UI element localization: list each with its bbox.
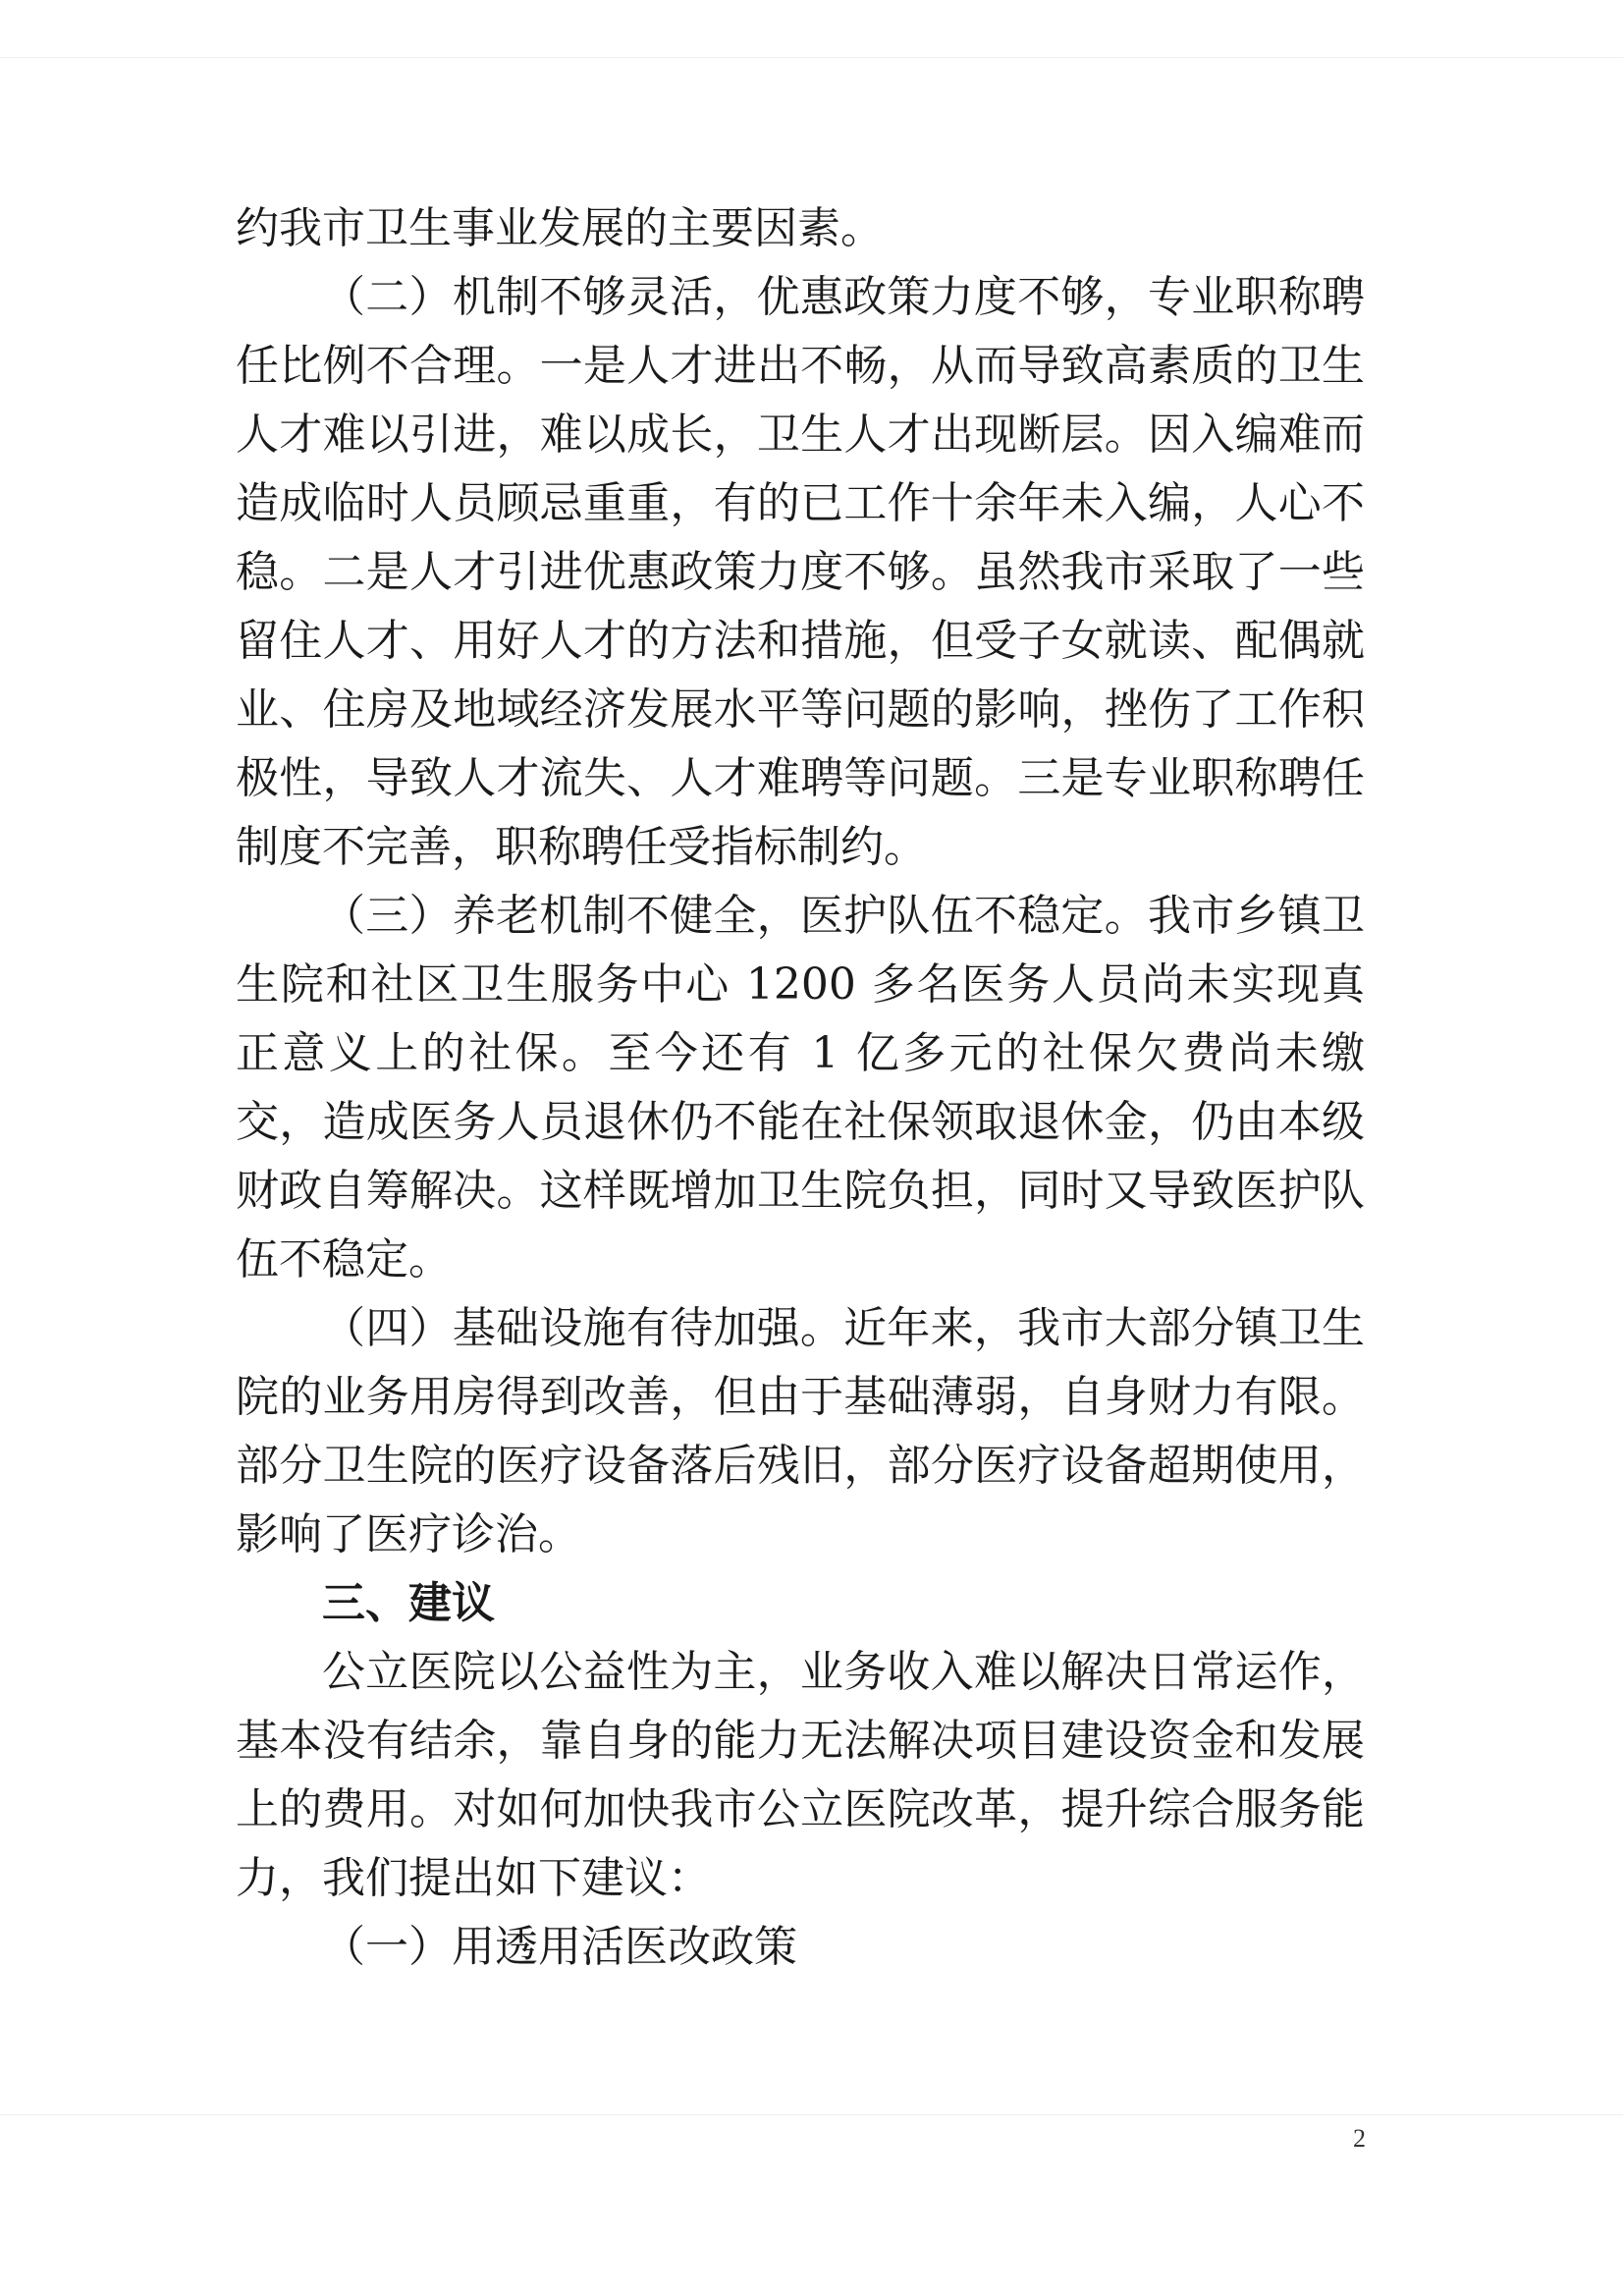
scan-edge-top: [0, 57, 1623, 58]
section-heading-suggestions: 三、建议: [322, 1578, 495, 1628]
paragraph-mechanism: （二）机制不够灵活，优惠政策力度不够，专业职称聘任比例不合理。一是人才进出不畅，从而导致高素质的卫生人才难以引进，难以成长，卫生人才出现断层。因入编难而造成临时人员顾忌重重，有的已工作十余年未入编，人心不稳。二是人才引进优惠政策力度不够。虽然我市采取了一些留住人才、用好人才的方法和措施，但受子女就读、配偶就业、住房及地域经济发展水平等问题的影响，挫伤了工作积极性，导致人才流失、人才难聘等问题。三是专业职称聘任制度不完善，职称聘任受指标制约。: [236, 272, 1365, 872]
paragraph-infrastructure: （四）基础设施有待加强。近年来，我市大部分镇卫生院的业务用房得到改善，但由于基础薄弱，自身财力有限。部分卫生院的医疗设备落后残旧，部分医疗设备超期使用，影响了医疗诊治。: [236, 1303, 1365, 1559]
paragraph-pension: （三）养老机制不健全，医护队伍不稳定。我市乡镇卫生院和社区卫生服务中心 1200 多名医务人员尚未实现真正意义上的社保。至今还有 1 亿多元的社保欠费尚未缴交，造成医务人员退休仍不能在社保领取退休金，仍由本级财政自筹解决。这样既增加卫生院负担，同时又导致医护队伍不稳定。: [236, 891, 1365, 1285]
scan-edge-bottom: [0, 2114, 1623, 2115]
paragraph-suggestion-one: （一）用透用活医改政策: [322, 1922, 797, 1972]
page-number: 2: [1353, 2124, 1366, 2153]
paragraph-suggestions-intro: 公立医院以公益性为主，业务收入难以解决日常运作，基本没有结余，靠自身的能力无法解决项目建设资金和发展上的费用。对如何加快我市公立医院改革，提升综合服务能力，我们提出如下建议：: [236, 1647, 1365, 1903]
body-text: [236, 194, 1365, 1982]
paragraph-continuation: 约我市卫生事业发展的主要因素。: [236, 203, 884, 253]
